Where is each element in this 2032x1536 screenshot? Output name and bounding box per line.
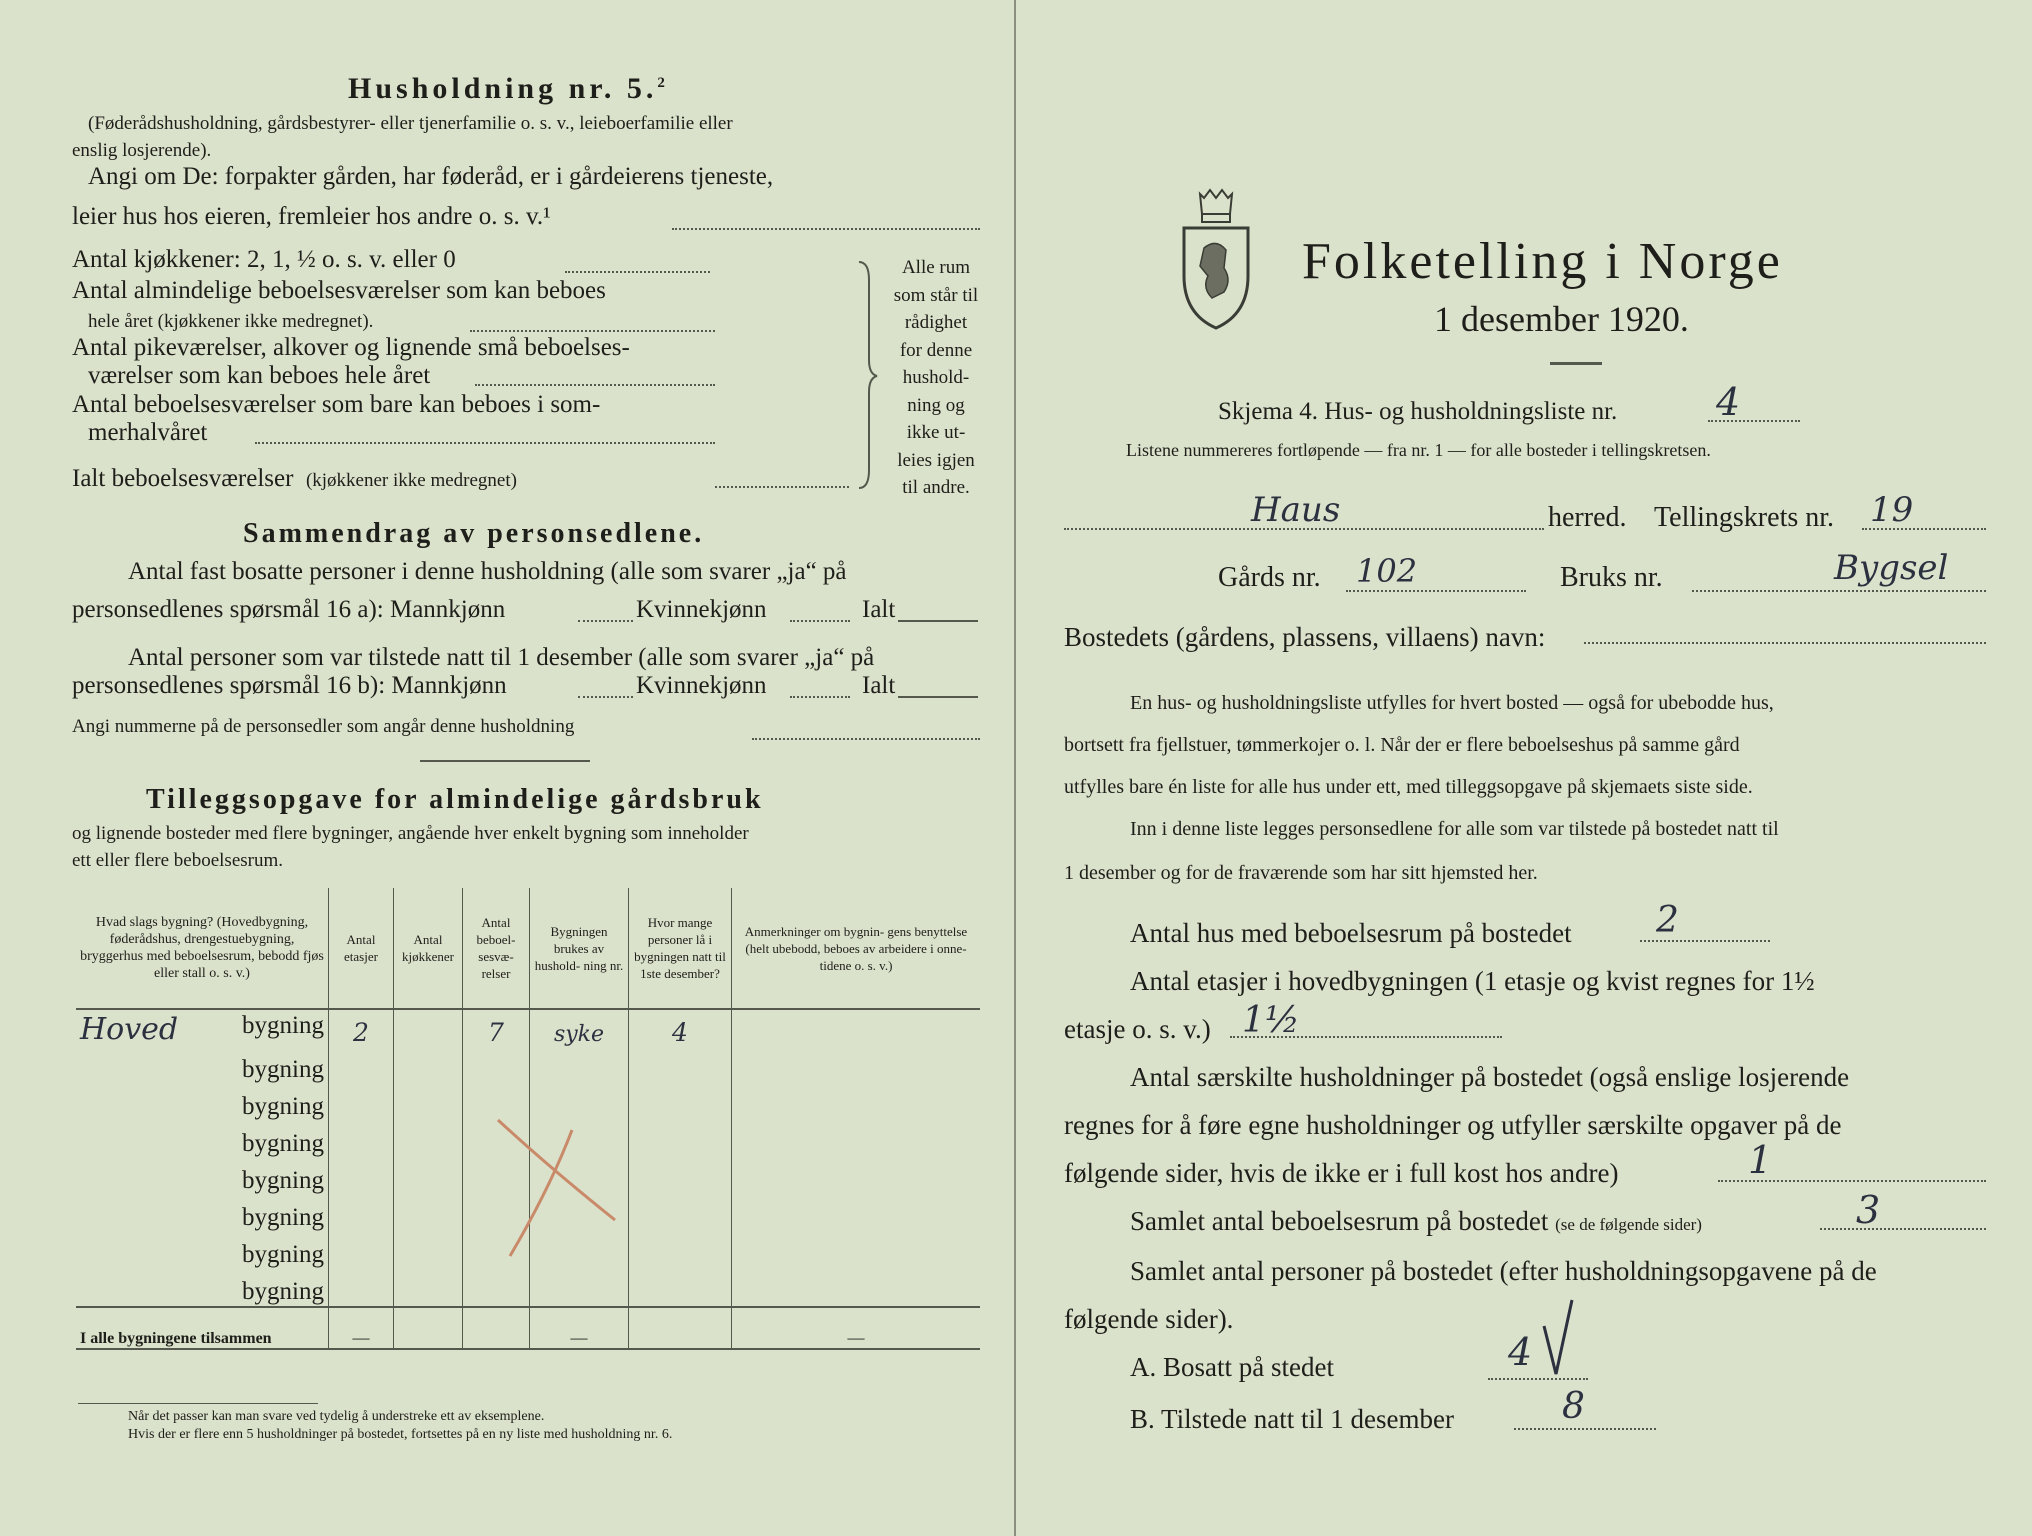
ialt-a-line xyxy=(898,620,978,622)
a-hus: 2 xyxy=(1656,900,1679,941)
instruction-5: 1 desember og for de fraværende som har sitt hjemsted her. xyxy=(1064,862,1538,884)
sum-anm: — xyxy=(732,1307,981,1349)
kvinne-label-a: Kvinnekjønn xyxy=(636,596,767,623)
intro-line-4: leier hus hos eieren, fremleier hos andre o. s. v.¹ xyxy=(72,203,551,230)
kjokkener-cell xyxy=(394,1009,463,1047)
angi-numrene: Angi nummerne på de personsedler som angår denne husholdning xyxy=(72,716,575,737)
a-hush-line xyxy=(1718,1180,1986,1182)
col-vaerelser: Antal beboel- sesvæ- relser xyxy=(463,888,530,1009)
mann-a-line xyxy=(578,620,633,622)
table-row xyxy=(76,1009,980,1047)
side-note: Alle rum som står til rådighet for denne hushold- ning og ikke ut- leies igjen til andre. xyxy=(893,257,979,498)
total-dots xyxy=(715,486,849,488)
building-type-cell: bygning xyxy=(76,1121,329,1158)
q-pers-1: Samlet antal personer på bostedet (efter husholdningsopgavene på de xyxy=(1130,1256,1877,1286)
building-type-cell: bygning xyxy=(76,1047,329,1084)
etasjer-cell: 2 xyxy=(329,1009,394,1047)
building-type-cell: Hoved bygning xyxy=(76,1009,329,1047)
kvinne-a-line xyxy=(790,620,850,622)
husholdning-cell: syke xyxy=(530,1009,629,1047)
table-row xyxy=(76,1269,980,1307)
a-hush: 1 xyxy=(1748,1138,1773,1182)
sum-husholdning: — xyxy=(530,1307,629,1349)
sum-label: I alle bygningene tilsammen xyxy=(76,1307,329,1349)
page-title: Folketelling i Norge xyxy=(1302,233,1783,290)
brace xyxy=(855,260,879,490)
intro-line-3: Angi om De: forpakter gården, har føderåd, er i gårdeierens tjeneste, xyxy=(88,163,774,190)
mann-b-line xyxy=(578,696,633,698)
household-title: Husholdning nr. 5.$^2$ xyxy=(348,72,669,105)
supplement-line-1: og lignende bosteder med flere bygninger, angående hver enkelt bygning som inneholder xyxy=(72,823,749,844)
numbering-note: Listene nummereres fortløpende — fra nr. 1 — for alle bosteder i tellingskretsen. xyxy=(1126,440,1711,460)
bruks-line xyxy=(1692,590,1986,592)
footnote-2: Hvis der er flere enn 5 husholdninger på bostedet, fortsettes på en ny liste med husholdning nr. 6. xyxy=(128,1427,673,1442)
kitchen-dots xyxy=(565,271,710,273)
rooms-line-1: Antal kjøkkener: 2, 1, ½ o. s. v. eller 0 xyxy=(72,246,456,273)
q-hush-3: følgende sider, hvis de ikke er i full kost hos andre) xyxy=(1064,1158,1619,1188)
building-type-cell: bygning xyxy=(76,1195,329,1232)
instruction-4: Inn i denne liste legges personsedlene for alle som var tilstede på bostedet natt til xyxy=(1130,818,1779,840)
anm-cell xyxy=(732,1009,981,1047)
a-label: A. Bosatt på stedet xyxy=(1130,1352,1334,1382)
rooms-dots-1 xyxy=(470,330,715,332)
coat-of-arms-icon xyxy=(1176,188,1256,332)
b-value: 8 xyxy=(1562,1386,1585,1427)
gards-label: Gårds nr. xyxy=(1218,562,1321,593)
q-etasjer-2: etasje o. s. v.) xyxy=(1064,1014,1211,1044)
skjema-label: Skjema 4. Hus- og husholdningsliste nr. xyxy=(1218,398,1618,425)
kvinne-b-line xyxy=(790,696,850,698)
q-rum: Samlet antal beboelsesrum på bostedet (se de følgende sider) xyxy=(1130,1206,1702,1236)
rooms-line-6: Antal beboelsesværelser som bare kan beboes i som- xyxy=(72,391,601,418)
col-type: Hvad slags bygning? (Hovedbygning, føderådshus, drengestuebygning, bryggerhus med beboelsesrum, bebodd fjøs eller stall o. s. v.) xyxy=(76,888,329,1009)
building-type-cell: bygning xyxy=(76,1158,329,1195)
title-rule xyxy=(1550,362,1602,365)
vaerelser-cell: 7 xyxy=(463,1009,530,1047)
building-type-cell: bygning xyxy=(76,1232,329,1269)
a-value-line xyxy=(1488,1378,1588,1380)
bosted-label: Bostedets (gårdens, plassens, villaens) navn: xyxy=(1064,622,1546,652)
bruks-label: Bruks nr. xyxy=(1560,562,1663,593)
sum-etasjer: — xyxy=(329,1307,394,1349)
census-date: 1 desember 1920. xyxy=(1434,299,1689,339)
q-hus: Antal hus med beboelsesrum på bostedet xyxy=(1130,918,1572,948)
intro-line-2: enslig losjerende). xyxy=(72,140,212,161)
sum-row xyxy=(76,1307,980,1349)
footnote-rule xyxy=(78,1403,318,1404)
instruction-3: utfylles bare én liste for alle hus under ett, med tilleggsopgave på skjemaets siste side. xyxy=(1064,776,1753,798)
personer-cell: 4 xyxy=(629,1009,732,1047)
q-hush-2: regnes for å føre egne husholdninger og utfyller særskilte opgaver på de xyxy=(1064,1110,1842,1140)
skjema-nr: 4 xyxy=(1716,380,1741,424)
summary-line-2: personsedlenes spørsmål 16 a): Mannkjønn xyxy=(72,596,506,623)
col-anmerkninger: Anmerkninger om bygnin- gens benyttelse (helt ubebodd, beboes av arbeidere i onne- tidene o. s. v.) xyxy=(732,888,981,1009)
bruks-value: Bygsel xyxy=(1834,548,1949,588)
herred-line xyxy=(1064,528,1544,530)
intro-line-1: (Føderådshusholdning, gårdsbestyrer- eller tjenerfamilie o. s. v., leieboerfamilie eller xyxy=(88,113,733,134)
numrene-line xyxy=(752,738,980,740)
rooms-line-5: værelser som kan beboes hele året xyxy=(88,362,431,389)
footnote-1: Når det passer kan man svare ved tydelig å understreke ett av eksemplene. xyxy=(128,1409,545,1424)
tellingskrets-line xyxy=(1862,528,1986,530)
ialt-label-a: Ialt xyxy=(862,596,896,623)
summary-line-4: personsedlenes spørsmål 16 b): Mannkjønn xyxy=(72,672,507,699)
instruction-1: En hus- og husholdningsliste utfylles for hvert bosted — også for ubebodde hus, xyxy=(1130,692,1774,714)
col-personer: Hvor mange personer lå i bygningen natt til 1ste desember? xyxy=(629,888,732,1009)
a-etasjer: 1½ xyxy=(1242,1000,1300,1041)
a-rum: 3 xyxy=(1856,1188,1881,1232)
building-type-cell: bygning xyxy=(76,1084,329,1121)
tellingskrets-nr: 19 xyxy=(1870,490,1914,530)
gards-line xyxy=(1346,590,1526,592)
kvinne-label-b: Kvinnekjønn xyxy=(636,672,767,699)
summary-title: Sammendrag av personsedlene. xyxy=(243,518,705,549)
rooms-line-2: Antal almindelige beboelsesværelser som kan beboes xyxy=(72,277,606,304)
col-etasjer: Antal etasjer xyxy=(329,888,394,1009)
bosted-line xyxy=(1584,642,1986,644)
check-mark-icon xyxy=(1540,1296,1576,1380)
q-etasjer-1: Antal etasjer i hovedbygningen (1 etasje og kvist regnes for 1½ xyxy=(1130,966,1815,996)
rooms-dots-2 xyxy=(475,384,715,386)
q-pers-2: følgende sider). xyxy=(1064,1304,1234,1334)
q-hush-1: Antal særskilte husholdninger på bostedet (også enslige losjerende xyxy=(1130,1062,1850,1092)
supplement-line-2: ett eller flere beboelsesrum. xyxy=(72,850,284,871)
a-value: 4 xyxy=(1508,1330,1533,1374)
a-etasjer-line xyxy=(1230,1036,1502,1038)
rooms-line-4: Antal pikeværelser, alkover og lignende små beboelses- xyxy=(72,334,630,361)
divider xyxy=(420,760,590,762)
building-type-cell: bygning xyxy=(76,1269,329,1307)
tellingskrets-label: Tellingskrets nr. xyxy=(1654,502,1835,533)
ialt-label-b: Ialt xyxy=(862,672,896,699)
rooms-line-7: merhalvåret xyxy=(88,419,208,446)
b-label: B. Tilstede natt til 1 desember xyxy=(1130,1404,1454,1434)
gards-nr: 102 xyxy=(1356,552,1418,590)
skjema-nr-line xyxy=(1708,420,1800,422)
summary-line-3: Antal personer som var tilstede natt til 1 desember (alle som svarer „ja“ på xyxy=(128,644,875,671)
rooms-total: Ialt beboelsesværelser (kjøkkener ikke medregnet) xyxy=(72,465,517,492)
ialt-b-line xyxy=(898,696,978,698)
supplement-title: Tilleggsopgave for almindelige gårdsbruk xyxy=(146,784,764,815)
rooms-line-3: hele året (kjøkkener ikke medregnet). xyxy=(88,311,374,332)
col-kjokkener: Antal kjøkkener xyxy=(394,888,463,1009)
table-row xyxy=(76,1047,980,1084)
rooms-dots-3 xyxy=(255,442,715,444)
b-value-line xyxy=(1514,1428,1656,1430)
instruction-2: bortsett fra fjellstuer, tømmerkojer o. l. Når der er flere beboelseshus på samme gård xyxy=(1064,734,1740,756)
status-answer-line xyxy=(672,228,980,230)
a-rum-line xyxy=(1820,1228,1986,1230)
herred-value: Haus xyxy=(1251,490,1341,530)
col-husholdning: Bygningen brukes av hushold- ning nr. xyxy=(530,888,629,1009)
herred-label: herred. xyxy=(1548,502,1627,533)
summary-line-1: Antal fast bosatte personer i denne husholdning (alle som svarer „ja“ på xyxy=(128,558,847,585)
right-page xyxy=(1016,0,2032,1536)
a-hus-line xyxy=(1640,940,1770,942)
cross-mark xyxy=(480,1108,630,1258)
